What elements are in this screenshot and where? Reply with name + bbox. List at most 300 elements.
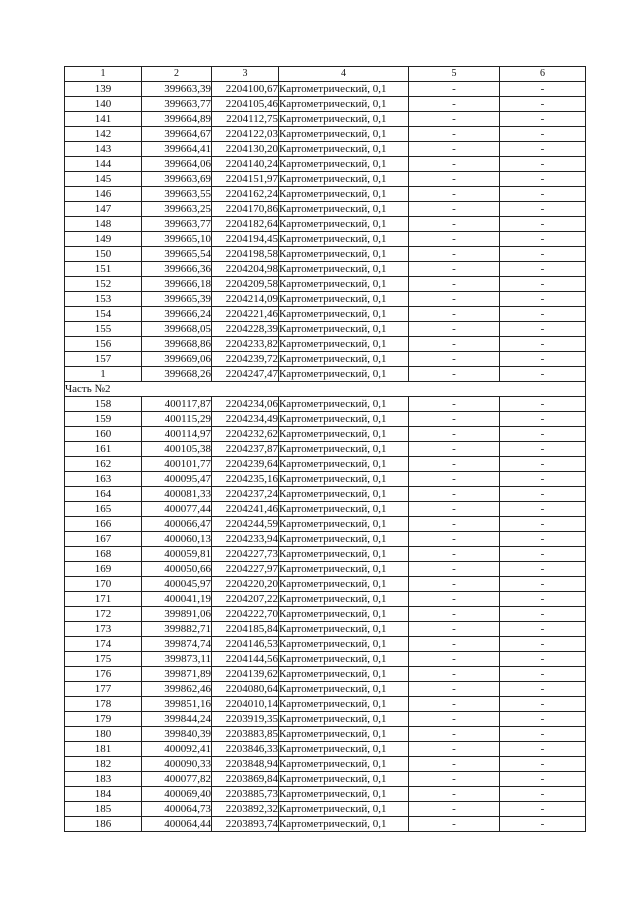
- column-6-cell: -: [500, 712, 586, 727]
- column-6-cell: -: [500, 637, 586, 652]
- column-5-cell: -: [409, 112, 500, 127]
- table-row: [65, 262, 586, 277]
- x-coordinate-cell: 399663,77: [142, 217, 212, 232]
- table-row: [65, 817, 586, 832]
- y-coordinate-cell: 2204170,86: [212, 202, 279, 217]
- table-row: [65, 367, 586, 382]
- table-row: [65, 337, 586, 352]
- column-5-cell: -: [409, 667, 500, 682]
- column-5-cell: -: [409, 322, 500, 337]
- y-coordinate-cell: 2204222,70: [212, 607, 279, 622]
- table-row: [65, 637, 586, 652]
- method-cell: Картометрический, 0,1: [279, 247, 409, 262]
- x-coordinate-cell: 400115,29: [142, 412, 212, 427]
- method-cell: Картометрический, 0,1: [279, 487, 409, 502]
- x-coordinate-cell: 399664,67: [142, 127, 212, 142]
- method-cell: Картометрический, 0,1: [279, 127, 409, 142]
- point-number-cell: 186: [65, 817, 142, 832]
- column-5-cell: -: [409, 232, 500, 247]
- x-coordinate-cell: 399871,89: [142, 667, 212, 682]
- y-coordinate-cell: 2204220,20: [212, 577, 279, 592]
- table-row: [65, 577, 586, 592]
- column-5-cell: -: [409, 142, 500, 157]
- point-number-cell: 161: [65, 442, 142, 457]
- column-6-cell: -: [500, 337, 586, 352]
- table-row: [65, 787, 586, 802]
- x-coordinate-cell: 399665,39: [142, 292, 212, 307]
- table-row: [65, 292, 586, 307]
- table-row: [65, 232, 586, 247]
- y-coordinate-cell: 2204100,67: [212, 82, 279, 97]
- column-6-cell: -: [500, 397, 586, 412]
- column-header: 6: [500, 67, 586, 82]
- x-coordinate-cell: 400090,33: [142, 757, 212, 772]
- method-cell: Картометрический, 0,1: [279, 667, 409, 682]
- column-5-cell: -: [409, 622, 500, 637]
- document-page: [64, 66, 585, 832]
- column-6-cell: -: [500, 97, 586, 112]
- point-number-cell: 169: [65, 562, 142, 577]
- column-6-cell: -: [500, 412, 586, 427]
- table-row: [65, 727, 586, 742]
- column-5-cell: -: [409, 592, 500, 607]
- column-5-cell: -: [409, 532, 500, 547]
- point-number-cell: 160: [65, 427, 142, 442]
- table-row: [65, 187, 586, 202]
- x-coordinate-cell: 400105,38: [142, 442, 212, 457]
- method-cell: Картометрический, 0,1: [279, 502, 409, 517]
- column-5-cell: -: [409, 772, 500, 787]
- column-6-cell: -: [500, 607, 586, 622]
- table-row: [65, 652, 586, 667]
- method-cell: Картометрический, 0,1: [279, 457, 409, 472]
- point-number-cell: 176: [65, 667, 142, 682]
- y-coordinate-cell: 2204239,64: [212, 457, 279, 472]
- x-coordinate-cell: 399840,39: [142, 727, 212, 742]
- point-number-cell: 164: [65, 487, 142, 502]
- column-6-cell: -: [500, 577, 586, 592]
- table-row: [65, 307, 586, 322]
- point-number-cell: 178: [65, 697, 142, 712]
- x-coordinate-cell: 399874,74: [142, 637, 212, 652]
- table-row: [65, 532, 586, 547]
- column-5-cell: -: [409, 682, 500, 697]
- y-coordinate-cell: 2203893,74: [212, 817, 279, 832]
- x-coordinate-cell: 399891,06: [142, 607, 212, 622]
- x-coordinate-cell: 400077,44: [142, 502, 212, 517]
- y-coordinate-cell: 2203848,94: [212, 757, 279, 772]
- point-number-cell: 165: [65, 502, 142, 517]
- column-6-cell: -: [500, 172, 586, 187]
- table-row: [65, 97, 586, 112]
- y-coordinate-cell: 2204233,82: [212, 337, 279, 352]
- y-coordinate-cell: 2204198,58: [212, 247, 279, 262]
- method-cell: Картометрический, 0,1: [279, 787, 409, 802]
- method-cell: Картометрический, 0,1: [279, 622, 409, 637]
- column-5-cell: -: [409, 517, 500, 532]
- x-coordinate-cell: 399665,54: [142, 247, 212, 262]
- table-row: [65, 322, 586, 337]
- x-coordinate-cell: 399664,41: [142, 142, 212, 157]
- x-coordinate-cell: 399873,11: [142, 652, 212, 667]
- y-coordinate-cell: 2204214,09: [212, 292, 279, 307]
- y-coordinate-cell: 2204204,98: [212, 262, 279, 277]
- column-5-cell: -: [409, 742, 500, 757]
- column-6-cell: -: [500, 157, 586, 172]
- column-header: 4: [279, 67, 409, 82]
- column-5-cell: -: [409, 427, 500, 442]
- x-coordinate-cell: 399668,05: [142, 322, 212, 337]
- x-coordinate-cell: 399663,39: [142, 82, 212, 97]
- y-coordinate-cell: 2204010,14: [212, 697, 279, 712]
- column-5-cell: -: [409, 247, 500, 262]
- column-6-cell: -: [500, 667, 586, 682]
- x-coordinate-cell: 400059,81: [142, 547, 212, 562]
- y-coordinate-cell: 2203869,84: [212, 772, 279, 787]
- column-6-cell: -: [500, 187, 586, 202]
- y-coordinate-cell: 2204244,59: [212, 517, 279, 532]
- point-number-cell: 185: [65, 802, 142, 817]
- y-coordinate-cell: 2204139,62: [212, 667, 279, 682]
- table-row: [65, 247, 586, 262]
- x-coordinate-cell: 399666,24: [142, 307, 212, 322]
- point-number-cell: 168: [65, 547, 142, 562]
- column-5-cell: -: [409, 562, 500, 577]
- y-coordinate-cell: 2204247,47: [212, 367, 279, 382]
- y-coordinate-cell: 2203919,35: [212, 712, 279, 727]
- method-cell: Картометрический, 0,1: [279, 217, 409, 232]
- table-row: [65, 682, 586, 697]
- column-5-cell: -: [409, 547, 500, 562]
- table-row: [65, 217, 586, 232]
- y-coordinate-cell: 2204162,24: [212, 187, 279, 202]
- point-number-cell: 180: [65, 727, 142, 742]
- x-coordinate-cell: 399663,25: [142, 202, 212, 217]
- point-number-cell: 167: [65, 532, 142, 547]
- table-row: [65, 517, 586, 532]
- point-number-cell: 153: [65, 292, 142, 307]
- table-row: [65, 412, 586, 427]
- column-6-cell: -: [500, 442, 586, 457]
- y-coordinate-cell: 2204207,22: [212, 592, 279, 607]
- method-cell: Картометрический, 0,1: [279, 742, 409, 757]
- column-5-cell: -: [409, 457, 500, 472]
- point-number-cell: 156: [65, 337, 142, 352]
- method-cell: Картометрический, 0,1: [279, 592, 409, 607]
- point-number-cell: 172: [65, 607, 142, 622]
- method-cell: Картометрический, 0,1: [279, 472, 409, 487]
- x-coordinate-cell: 399666,18: [142, 277, 212, 292]
- column-5-cell: -: [409, 727, 500, 742]
- column-5-cell: -: [409, 652, 500, 667]
- method-cell: Картометрический, 0,1: [279, 97, 409, 112]
- point-number-cell: 155: [65, 322, 142, 337]
- x-coordinate-cell: 399663,69: [142, 172, 212, 187]
- y-coordinate-cell: 2203892,32: [212, 802, 279, 817]
- y-coordinate-cell: 2204233,94: [212, 532, 279, 547]
- column-5-cell: -: [409, 787, 500, 802]
- column-5-cell: -: [409, 577, 500, 592]
- table-row: [65, 742, 586, 757]
- method-cell: Картометрический, 0,1: [279, 277, 409, 292]
- point-number-cell: 146: [65, 187, 142, 202]
- method-cell: Картометрический, 0,1: [279, 607, 409, 622]
- method-cell: Картометрический, 0,1: [279, 397, 409, 412]
- column-5-cell: -: [409, 367, 500, 382]
- point-number-cell: 171: [65, 592, 142, 607]
- method-cell: Картометрический, 0,1: [279, 202, 409, 217]
- method-cell: Картометрический, 0,1: [279, 682, 409, 697]
- method-cell: Картометрический, 0,1: [279, 757, 409, 772]
- point-number-cell: 142: [65, 127, 142, 142]
- method-cell: Картометрический, 0,1: [279, 652, 409, 667]
- part-label: Часть №2: [65, 382, 586, 397]
- x-coordinate-cell: 400050,66: [142, 562, 212, 577]
- table-row: [65, 82, 586, 97]
- point-number-cell: 179: [65, 712, 142, 727]
- part-label-row: [65, 382, 586, 397]
- column-6-cell: -: [500, 802, 586, 817]
- y-coordinate-cell: 2203885,73: [212, 787, 279, 802]
- x-coordinate-cell: 399882,71: [142, 622, 212, 637]
- point-number-cell: 152: [65, 277, 142, 292]
- x-coordinate-cell: 399664,06: [142, 157, 212, 172]
- table-row: [65, 427, 586, 442]
- column-6-cell: -: [500, 532, 586, 547]
- column-6-cell: -: [500, 82, 586, 97]
- column-5-cell: -: [409, 757, 500, 772]
- y-coordinate-cell: 2204209,58: [212, 277, 279, 292]
- point-number-cell: 140: [65, 97, 142, 112]
- x-coordinate-cell: 399664,89: [142, 112, 212, 127]
- point-number-cell: 162: [65, 457, 142, 472]
- y-coordinate-cell: 2204232,62: [212, 427, 279, 442]
- x-coordinate-cell: 399663,77: [142, 97, 212, 112]
- column-5-cell: -: [409, 712, 500, 727]
- method-cell: Картометрический, 0,1: [279, 712, 409, 727]
- table-row: [65, 502, 586, 517]
- y-coordinate-cell: 2204234,06: [212, 397, 279, 412]
- column-5-cell: -: [409, 397, 500, 412]
- point-number-cell: 177: [65, 682, 142, 697]
- column-header: 1: [65, 67, 142, 82]
- y-coordinate-cell: 2204237,87: [212, 442, 279, 457]
- column-6-cell: -: [500, 202, 586, 217]
- y-coordinate-cell: 2204241,46: [212, 502, 279, 517]
- method-cell: Картометрический, 0,1: [279, 337, 409, 352]
- x-coordinate-cell: 399665,10: [142, 232, 212, 247]
- method-cell: Картометрический, 0,1: [279, 727, 409, 742]
- column-5-cell: -: [409, 412, 500, 427]
- y-coordinate-cell: 2203846,33: [212, 742, 279, 757]
- column-6-cell: -: [500, 592, 586, 607]
- table-row: [65, 112, 586, 127]
- point-number-cell: 163: [65, 472, 142, 487]
- y-coordinate-cell: 2204105,46: [212, 97, 279, 112]
- x-coordinate-cell: 400077,82: [142, 772, 212, 787]
- table-body: [65, 82, 586, 832]
- column-5-cell: -: [409, 442, 500, 457]
- y-coordinate-cell: 2204237,24: [212, 487, 279, 502]
- table-row: [65, 802, 586, 817]
- column-6-cell: -: [500, 487, 586, 502]
- method-cell: Картометрический, 0,1: [279, 547, 409, 562]
- point-number-cell: 147: [65, 202, 142, 217]
- y-coordinate-cell: 2204144,56: [212, 652, 279, 667]
- column-5-cell: -: [409, 97, 500, 112]
- point-number-cell: 151: [65, 262, 142, 277]
- x-coordinate-cell: 400041,19: [142, 592, 212, 607]
- method-cell: Картометрический, 0,1: [279, 772, 409, 787]
- y-coordinate-cell: 2204235,16: [212, 472, 279, 487]
- method-cell: Картометрический, 0,1: [279, 412, 409, 427]
- column-5-cell: -: [409, 352, 500, 367]
- point-number-cell: 150: [65, 247, 142, 262]
- method-cell: Картометрический, 0,1: [279, 157, 409, 172]
- y-coordinate-cell: 2203883,85: [212, 727, 279, 742]
- column-6-cell: -: [500, 517, 586, 532]
- method-cell: Картометрический, 0,1: [279, 442, 409, 457]
- column-5-cell: -: [409, 802, 500, 817]
- y-coordinate-cell: 2204080,64: [212, 682, 279, 697]
- column-6-cell: -: [500, 457, 586, 472]
- point-number-cell: 1: [65, 367, 142, 382]
- point-number-cell: 139: [65, 82, 142, 97]
- x-coordinate-cell: 399668,86: [142, 337, 212, 352]
- table-row: [65, 472, 586, 487]
- column-6-cell: -: [500, 322, 586, 337]
- column-5-cell: -: [409, 817, 500, 832]
- y-coordinate-cell: 2204146,53: [212, 637, 279, 652]
- method-cell: Картометрический, 0,1: [279, 532, 409, 547]
- method-cell: Картометрический, 0,1: [279, 142, 409, 157]
- y-coordinate-cell: 2204182,64: [212, 217, 279, 232]
- method-cell: Картометрический, 0,1: [279, 802, 409, 817]
- column-5-cell: -: [409, 502, 500, 517]
- x-coordinate-cell: 400117,87: [142, 397, 212, 412]
- x-coordinate-cell: 400064,73: [142, 802, 212, 817]
- y-coordinate-cell: 2204239,72: [212, 352, 279, 367]
- column-6-cell: -: [500, 787, 586, 802]
- y-coordinate-cell: 2204221,46: [212, 307, 279, 322]
- method-cell: Картометрический, 0,1: [279, 562, 409, 577]
- column-5-cell: -: [409, 172, 500, 187]
- table-row: [65, 607, 586, 622]
- column-6-cell: -: [500, 292, 586, 307]
- column-5-cell: -: [409, 697, 500, 712]
- point-number-cell: 149: [65, 232, 142, 247]
- method-cell: Картометрический, 0,1: [279, 517, 409, 532]
- column-5-cell: -: [409, 82, 500, 97]
- column-6-cell: -: [500, 247, 586, 262]
- column-6-cell: -: [500, 547, 586, 562]
- table-row: [65, 487, 586, 502]
- y-coordinate-cell: 2204122,03: [212, 127, 279, 142]
- x-coordinate-cell: 400101,77: [142, 457, 212, 472]
- column-6-cell: -: [500, 277, 586, 292]
- table-row: [65, 697, 586, 712]
- column-header: 3: [212, 67, 279, 82]
- column-6-cell: -: [500, 367, 586, 382]
- method-cell: Картометрический, 0,1: [279, 307, 409, 322]
- x-coordinate-cell: 400064,44: [142, 817, 212, 832]
- table-row: [65, 667, 586, 682]
- column-6-cell: -: [500, 652, 586, 667]
- column-5-cell: -: [409, 337, 500, 352]
- column-6-cell: -: [500, 682, 586, 697]
- coordinates-table: [64, 66, 586, 832]
- column-6-cell: -: [500, 127, 586, 142]
- y-coordinate-cell: 2204227,97: [212, 562, 279, 577]
- table-row: [65, 142, 586, 157]
- table-row: [65, 172, 586, 187]
- column-6-cell: -: [500, 217, 586, 232]
- x-coordinate-cell: 400081,33: [142, 487, 212, 502]
- column-6-cell: -: [500, 562, 586, 577]
- column-5-cell: -: [409, 157, 500, 172]
- point-number-cell: 157: [65, 352, 142, 367]
- point-number-cell: 174: [65, 637, 142, 652]
- x-coordinate-cell: 400092,41: [142, 742, 212, 757]
- y-coordinate-cell: 2204151,97: [212, 172, 279, 187]
- column-5-cell: -: [409, 187, 500, 202]
- column-6-cell: -: [500, 772, 586, 787]
- point-number-cell: 182: [65, 757, 142, 772]
- point-number-cell: 173: [65, 622, 142, 637]
- y-coordinate-cell: 2204234,49: [212, 412, 279, 427]
- column-6-cell: -: [500, 262, 586, 277]
- y-coordinate-cell: 2204194,45: [212, 232, 279, 247]
- table-row: [65, 547, 586, 562]
- column-6-cell: -: [500, 307, 586, 322]
- method-cell: Картометрический, 0,1: [279, 427, 409, 442]
- table-row: [65, 712, 586, 727]
- column-6-cell: -: [500, 742, 586, 757]
- table-row: [65, 277, 586, 292]
- column-5-cell: -: [409, 637, 500, 652]
- column-5-cell: -: [409, 262, 500, 277]
- column-5-cell: -: [409, 292, 500, 307]
- table-row: [65, 397, 586, 412]
- method-cell: Картометрический, 0,1: [279, 817, 409, 832]
- y-coordinate-cell: 2204228,39: [212, 322, 279, 337]
- x-coordinate-cell: 399669,06: [142, 352, 212, 367]
- x-coordinate-cell: 399663,55: [142, 187, 212, 202]
- method-cell: Картометрический, 0,1: [279, 172, 409, 187]
- column-6-cell: -: [500, 352, 586, 367]
- table-row: [65, 622, 586, 637]
- column-5-cell: -: [409, 202, 500, 217]
- method-cell: Картометрический, 0,1: [279, 637, 409, 652]
- column-5-cell: -: [409, 487, 500, 502]
- table-row: [65, 592, 586, 607]
- x-coordinate-cell: 400045,97: [142, 577, 212, 592]
- x-coordinate-cell: 399666,36: [142, 262, 212, 277]
- point-number-cell: 183: [65, 772, 142, 787]
- table-row: [65, 562, 586, 577]
- method-cell: Картометрический, 0,1: [279, 367, 409, 382]
- method-cell: Картометрический, 0,1: [279, 262, 409, 277]
- point-number-cell: 144: [65, 157, 142, 172]
- column-6-cell: -: [500, 112, 586, 127]
- x-coordinate-cell: 400069,40: [142, 787, 212, 802]
- point-number-cell: 175: [65, 652, 142, 667]
- column-header: 5: [409, 67, 500, 82]
- x-coordinate-cell: 399862,46: [142, 682, 212, 697]
- method-cell: Картометрический, 0,1: [279, 697, 409, 712]
- column-header: 2: [142, 67, 212, 82]
- y-coordinate-cell: 2204140,24: [212, 157, 279, 172]
